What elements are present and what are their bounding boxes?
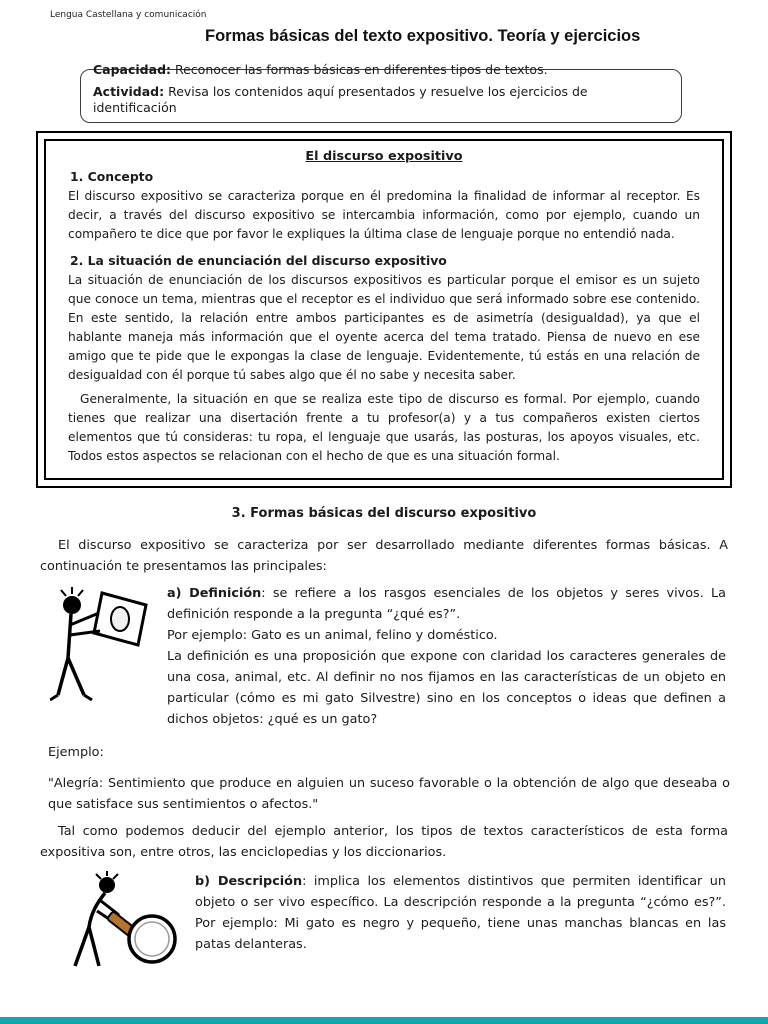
capacity-activity-box bbox=[80, 62, 682, 123]
ejemplo-followup: Tal como podemos deducir del ejemplo anterior, los tipos de textos característicos de esta forma expositiva son, entre otros, las enciclopedias y los diccionarios. bbox=[40, 824, 728, 860]
page-bottom-bar bbox=[0, 1017, 768, 1024]
frame-title-text: El discurso expositivo bbox=[305, 149, 463, 164]
framed-section-inner bbox=[44, 139, 724, 480]
actividad-label: Actividad: bbox=[93, 84, 165, 99]
concepto-heading: 1. Concepto bbox=[70, 169, 154, 184]
document-title: Formas básicas del texto expositivo. Teoría y ejercicios bbox=[205, 27, 641, 45]
frame-title bbox=[68, 149, 700, 164]
section3-intro: El discurso expositivo se caracteriza por ser desarrollado mediante diferentes formas básicas. A continuación te presentamos las principales: bbox=[40, 538, 728, 574]
enunciacion-paragraph-2: Generalmente, la situación en que se realiza este tipo de discurso es formal. Por ejemplo, cuando tienes que realizar una disertación frente a tu profesor(a) y a tus compañeros existen ciertos elementos que tú consideras: tu ropa, el lenguaje que usarás, las posturas, los apoyos visuales, etc. Todos estos aspectos se relacionan con el hecho de que es una situación formal. bbox=[68, 392, 700, 463]
ejemplo-label: Ejemplo: bbox=[48, 745, 104, 760]
capacidad-label: Capacidad: bbox=[93, 62, 172, 77]
actividad-line bbox=[93, 84, 669, 116]
description-body-text: : implica los elementos distintivos que permiten identificar un objeto o ser vivo específico. La descripción responde a la pregunta “¿cómo es?”. Por ejemplo: Mi gato es negro y pequeño, tiene unas manchas blancas en las patas delanteras. bbox=[195, 874, 726, 952]
section3-title: 3. Formas básicas del discurso expositivo bbox=[231, 506, 537, 521]
description-figure-illustration bbox=[55, 871, 185, 975]
definition-row bbox=[50, 583, 726, 730]
description-label: b) Descripción bbox=[195, 874, 303, 889]
definition-paragraph bbox=[167, 583, 726, 625]
description-paragraph bbox=[195, 871, 726, 955]
definition-explanation: La definición es una proposición que expone con claridad los caracteres generales de una cosa, animal, etc. Al definir no nos fijamos en las características de un objeto en particular (cómo es mi gato Silvestre) sino en los conceptos o ideas que definen a dichos objetos: ¿qué es un gato? bbox=[167, 649, 726, 727]
description-row bbox=[55, 871, 726, 975]
capacidad-line bbox=[93, 62, 669, 78]
capacidad-text: Reconocer las formas básicas en diferentes tipos de textos. bbox=[171, 62, 548, 77]
ejemplo-quote: "Alegría: Sentimiento que produce en alguien un suceso favorable o la obtención de algo que deseaba o que satisface sus sentimientos o afectos." bbox=[48, 776, 730, 812]
definition-example-line: Por ejemplo: Gato es un animal, felino y doméstico. bbox=[167, 628, 498, 643]
framed-section bbox=[36, 131, 732, 488]
description-text bbox=[195, 871, 726, 955]
definition-intro-text: : se refiere a los rasgos esenciales de los objetos y seres vivos. La definición responde a la pregunta “¿qué es?”. bbox=[167, 586, 726, 622]
definition-text bbox=[167, 583, 726, 730]
actividad-text: Revisa los contenidos aquí presentados y resuelve los ejercicios de identificación bbox=[93, 84, 588, 115]
enunciacion-paragraph-1: La situación de enunciación de los discursos expositivos es particular porque el emisor es un sujeto que conoce un tema, mientras que el receptor es el individuo que será informado sobre ese contenido. En este sentido, la relación entre ambos participantes es de asimetría (desigualdad), ya que el hablante maneja más información que el oyente acerca del tema tratado. Piensa de nuevo en ese amigo que te pide que le expongas la clase de lenguaje. Evidentemente, tú estás en una relación de desigualdad con él porque tú sabes algo que él no sabe y necesita saber. bbox=[68, 273, 700, 382]
concepto-paragraph: El discurso expositivo se caracteriza porque en él predomina la finalidad de informar al receptor. Es decir, a través del discurso expositivo se intercambia información, como por ejemplo, cuando un compañero te dice que por favor le expliques la última clase de lenguaje porque no entendió nada. bbox=[68, 189, 700, 241]
definition-figure-illustration bbox=[50, 583, 155, 717]
enunciacion-heading: 2. La situación de enunciación del discurso expositivo bbox=[70, 253, 447, 268]
definition-label: a) Definición bbox=[167, 586, 262, 601]
course-label: Lengua Castellana y comunicación bbox=[50, 10, 207, 20]
